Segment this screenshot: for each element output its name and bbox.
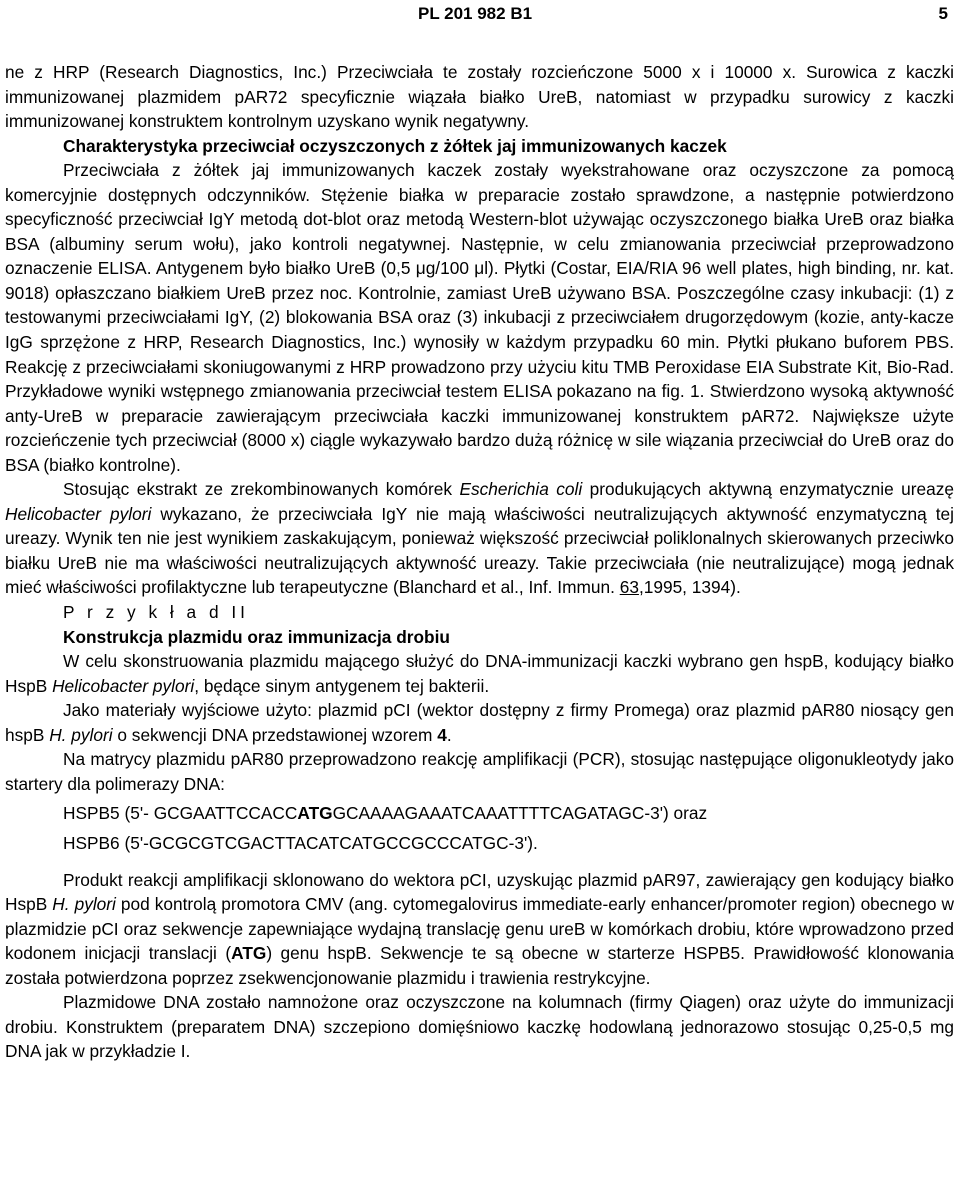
organism-name: H. pylori (49, 724, 113, 745)
organism-name: Escherichia coli (459, 479, 583, 500)
paragraph-amplification-product: Produkt reakcji amplifikacji sklonowano do wektora pCI, uzyskując plazmid pAR97, zawierający gen kodujący białko HspB H. pylori pod kontrolą promotora CMV (ang. cytomegalovirus immediate-early enhancer/promoter region) obecnego w plazmidzie pCI oraz sekwencje zapewniające wydajną translację genu ureB w komórkach drobiu, które wprowadzono przed kodonem inicjacji translacji (ATG) genu hspB. Sekwencje te są obecne w starterze HSPB5. Prawidłowość klonowania została potwierdzona poprzez zsekwencjonowanie plazmidu i trawienia restrykcyjne. (5, 869, 954, 988)
paragraph-plasmid-construction: W celu skonstruowania plazmidu mającego służyć do DNA-immunizacji kaczki wybrano gen hspB, kodujący białko HspB Helicobacter pylori, będące sinym antygenem tej bakterii. (5, 651, 954, 696)
start-codon: ATG (297, 803, 333, 824)
paragraph-antibody-characterization: Przeciwciała z żółtek jaj immunizowanych kaczek zostały wyekstrahowane oraz oczyszczone za pomocą komercyjnie dostępnych odczynników. Stężenie białka w preparacie zostało sprawdzone, a następnie potwierdzono specyficzność przeciwciał IgY metodą dot-blot oraz metodą Western-blot używając oczyszczonego białka UreB oraz białka BSA (albuminy serum wołu), jako kontroli negatywnej. Następnie, w celu zmianowania przeciwciał przeprowadzono oznaczenie ELISA. Antygenem było białko UreB (0,5 μg/100 μl). Płytki (Costar, EIA/RIA 96 well plates, high binding, nr. kat. 9018) opłaszczano białkiem UreB przez noc. Kontrolnie, zamiast UreB używano BSA. Poszczególne czasy inkubacji: (1) z testowanymi przeciwciałami IgY, (2) blokowania BSA oraz (3) inkubacji z przeciwciałem drugorzędowym (kozie, anty-kacze IgG sprzężone z HRP, Research Diagnostics, Inc.) wynosiły w każdym przypadku 60 min. Płytki płukano buforem PBS. Reakcję z przeciwciałami skoniugowanymi z HRP prowadzono przy użyciu kitu TMB Peroxidase EIA Substrate Kit, Bio-Rad. Przykładowe wyniki wstępnego zmianowania przeciwciał testem ELISA pokazano na fig. 1. Stwierdzono wysoką aktywność anty-UreB w preparacie zawierającym przeciwciała kaczki immunizowanej konstruktem pAR72. Największe użyte rozcieńczenie tych przeciwciał (8000 x) ciągle wykazywało bardzo dużą różnicę w sile wiązania przeciwciał do UreB oraz do BSA (białko kontrolne). (5, 160, 954, 475)
page-header (0, 4, 960, 26)
document-body (5, 60, 954, 1064)
organism-name: Helicobacter pylori (5, 503, 152, 524)
page-number: 5 (938, 4, 948, 23)
section-heading-plasmid: Konstrukcja plazmidu oraz immunizacja drobiu (63, 626, 450, 647)
paragraph-pcr: Na matrycy plazmidu pAR80 przeprowadzono reakcję amplifikacji (PCR), stosując następujące oligonukleotydy jako startery dla polimerazy DNA: (5, 749, 954, 794)
formula-number: 4 (437, 724, 447, 745)
organism-name: H. pylori (52, 894, 116, 915)
paragraph-continuation: ne z HRP (Research Diagnostics, Inc.) Przeciwciała te zostały rozcieńczone 5000 x i 10000 x. Surowica z kaczki immunizowanej plazmidem pAR72 specyficznie wiązała białko UreB, natomiast w przypadku surowicy z kaczki immunizowanej konstruktem kontrolnym uzyskano wynik negatywny. (5, 62, 954, 132)
primer-hspb5: HSPB5 (5'- GCGAATTCCACCATGGCAAAAGAAATCAAATTTTCAGATAGC-3') oraz (63, 803, 708, 824)
start-codon: ATG (231, 943, 267, 964)
section-heading-antibodies: Charakterystyka przeciwciał oczyszczonych z żółtek jaj immunizowanych kaczek (63, 135, 727, 156)
example-label: P r z y k ł a d II (63, 602, 249, 623)
paragraph-plasmid-dna: Plazmidowe DNA zostało namnożone oraz oczyszczone na kolumnach (firmy Qiagen) oraz użyte do immunizacji drobiu. Konstruktem (preparatem DNA) szczepiono domięśniowo kaczkę hodowlaną jednorazowo stosując 0,25-0,5 mg DNA jak w przykładzie I. (5, 992, 954, 1062)
paragraph-urease-neutralization: Stosując ekstrakt ze zrekombinowanych komórek Escherichia coli produkujących aktywną enzymatycznie ureazę Helicobacter pylori wykazano, że przeciwciała IgY nie mają właściwości neutralizujących aktywność enzymatyczną tej ureazy. Wynik ten nie jest wynikiem zaskakującym, ponieważ większość przeciwciał poliklonalnych skierowanych przeciwko białku UreB nie ma właściwości neutralizujących aktywność ureazy. Takie przeciwciała (nie neutralizujące) mogą jednak mieć właściwości profilaktyczne lub terapeutyczne (Blanchard et al., Inf. Immun. 63,1995, 1394). (5, 479, 954, 598)
publication-number: PL 201 982 B1 (418, 4, 533, 23)
paragraph-starting-materials: Jako materiały wyjściowe użyto: plazmid pCI (wektor dostępny z firmy Promega) oraz plazmid pAR80 niosący gen hspB H. pylori o sekwencji DNA przedstawionej wzorem 4. (5, 700, 954, 745)
organism-name: Helicobacter pylori (52, 675, 195, 696)
journal-volume: 63 (619, 577, 639, 598)
primer-hspb6: HSPB6 (5'-GCGCGTCGACTTACATCATGCCGCCCATGC-3'). (63, 832, 538, 853)
